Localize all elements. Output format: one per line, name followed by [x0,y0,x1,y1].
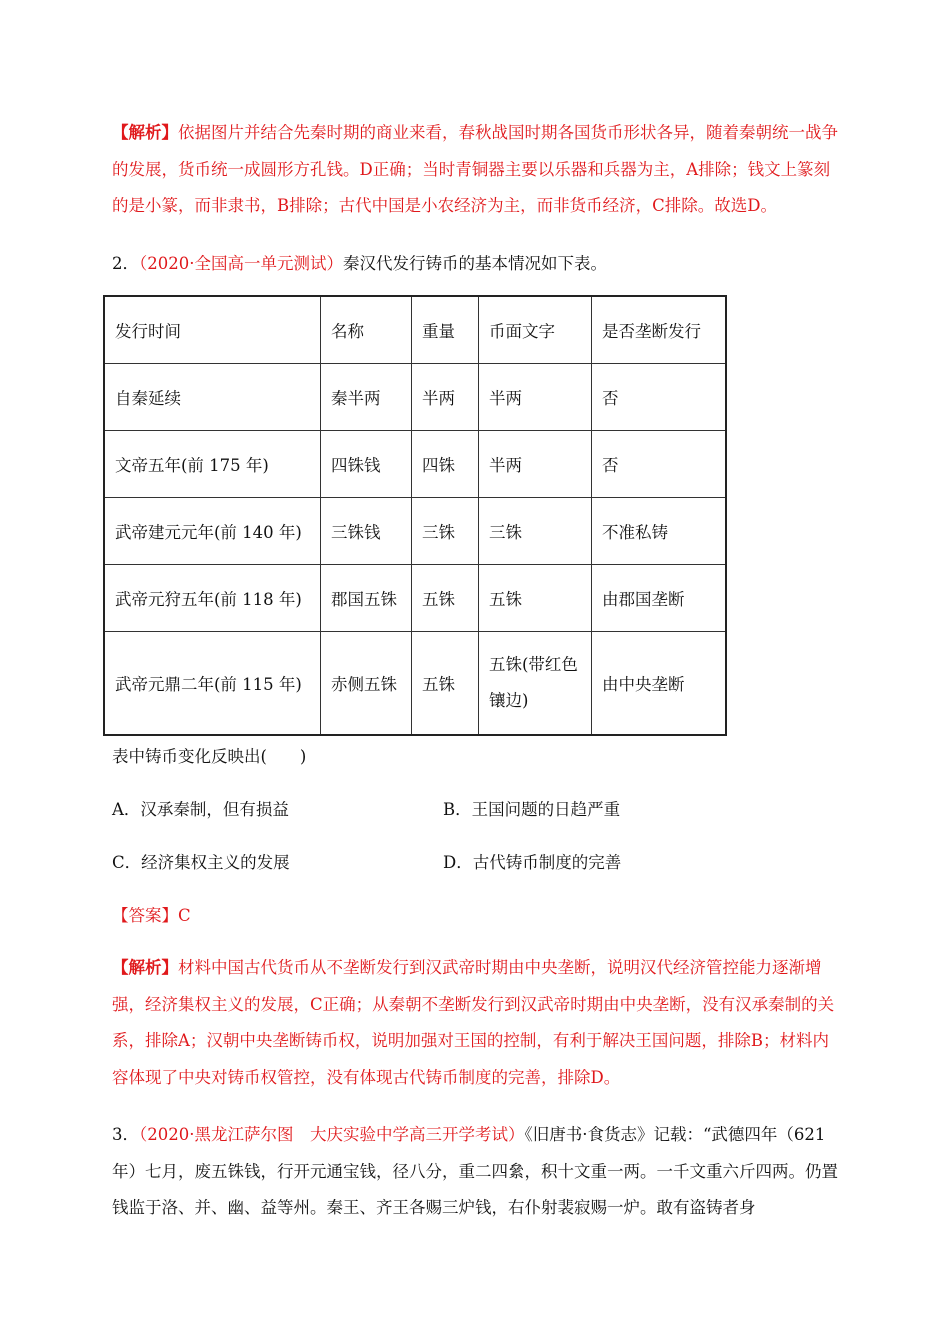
option-b: B．王国问题的日趋严重 [443,800,621,819]
table-cell: 秦半两 [321,364,412,431]
table-cell: 赤侧五铢 [321,632,412,736]
analysis-text: 材料中国古代货币从不垄断发行到汉武帝时期由中央垄断，说明汉代经济管控能力逐渐增强，经济集权主义的发展，C正确；从秦朝不垄断发行到汉武帝时期由中央垄断，没有汉承秦制的关系，排除A；汉朝中央垄断铸币权，说明加强对王国的控制，有利于解决王国问题，排除B；材料内容体现了中央对铸币权管控，没有体现古代铸币制度的完善，排除D。 [112,958,835,1087]
table-cell: 不准私铸 [592,498,727,565]
table-cell: 武帝元狩五年(前 118 年) [104,565,321,632]
question-source: （2020·全国高一单元测试） [139,254,343,273]
table-header-row [104,296,726,364]
answer-line: 【答案】C [112,906,191,925]
question-stem: 《旧唐书·食货志》记载：“武德四年（621年）七月，废五铢钱，行开元通宝钱，径八分，重二四絫，积十文重一两。一千文重六斤四两。仍置钱监于洛、并、幽、益等州。秦王、齐王各赐三炉钱，右仆射裴寂赐一炉。敢有盗铸者身 [112,1125,838,1217]
table-row [104,431,726,498]
question-stem: 秦汉代发行铸币的基本情况如下表。 [343,254,607,273]
table-cell: 半两 [412,364,479,431]
question-number: 3． [112,1125,139,1144]
table-header-cell: 重量 [412,296,479,364]
table-row [104,565,726,632]
question-number: 2． [112,254,139,273]
table-cell: 五铢(带红色镶边) [479,632,592,736]
table-cell: 四铢钱 [321,431,412,498]
option-c: C．经济集权主义的发展 [112,853,290,872]
analysis-tag: 【解析】 [112,958,178,977]
table-header-cell: 是否垄断发行 [592,296,727,364]
question-source: （2020·黑龙江萨尔图 大庆实验中学高三开学考试） [139,1125,525,1144]
table-cell: 否 [592,364,727,431]
table-cell: 武帝元鼎二年(前 115 年) [104,632,321,736]
table-header-cell: 名称 [321,296,412,364]
table-row [104,498,726,565]
table-row [104,364,726,431]
table-cell: 自秦延续 [104,364,321,431]
table-cell: 五铢 [412,565,479,632]
table-cell: 半两 [479,364,592,431]
table-cell: 由中央垄断 [592,632,727,736]
analysis-paragraph-2 [112,950,842,1096]
table-row [104,632,726,736]
option-d: D．古代铸币制度的完善 [443,853,622,872]
table-cell: 半两 [479,431,592,498]
table-cell: 四铢 [412,431,479,498]
table-cell: 由郡国垄断 [592,565,727,632]
table-cell: 三铢钱 [321,498,412,565]
table-header-cell: 发行时间 [104,296,321,364]
analysis-tag: 【解析】 [112,123,178,142]
table-cell: 三铢 [412,498,479,565]
table-cell: 文帝五年(前 175 年) [104,431,321,498]
question-3-paragraph [112,1117,842,1227]
analysis-paragraph-1 [112,115,842,225]
question-2-heading [112,250,607,274]
table-cell: 郡国五铢 [321,565,412,632]
analysis-text: 依据图片并结合先秦时期的商业来看，春秋战国时期各国货币形状各异，随着秦朝统一战争的发展，货币统一成圆形方孔钱。D正确；当时青铜器主要以乐器和兵器为主，A排除；钱文上篆刻的是小篆，而非隶书，B排除；古代中国是小农经济为主，而非货币经济，C排除。故选D。 [112,123,838,215]
coinage-table [103,295,727,736]
table-cell: 五铢 [479,565,592,632]
table-cell: 三铢 [479,498,592,565]
table-cell: 五铢 [412,632,479,736]
table-cell: 武帝建元元年(前 140 年) [104,498,321,565]
question-prompt: 表中铸币变化反映出( ) [112,747,307,766]
table-cell: 否 [592,431,727,498]
table-header-cell: 币面文字 [479,296,592,364]
option-a: A．汉承秦制，但有损益 [112,800,289,819]
